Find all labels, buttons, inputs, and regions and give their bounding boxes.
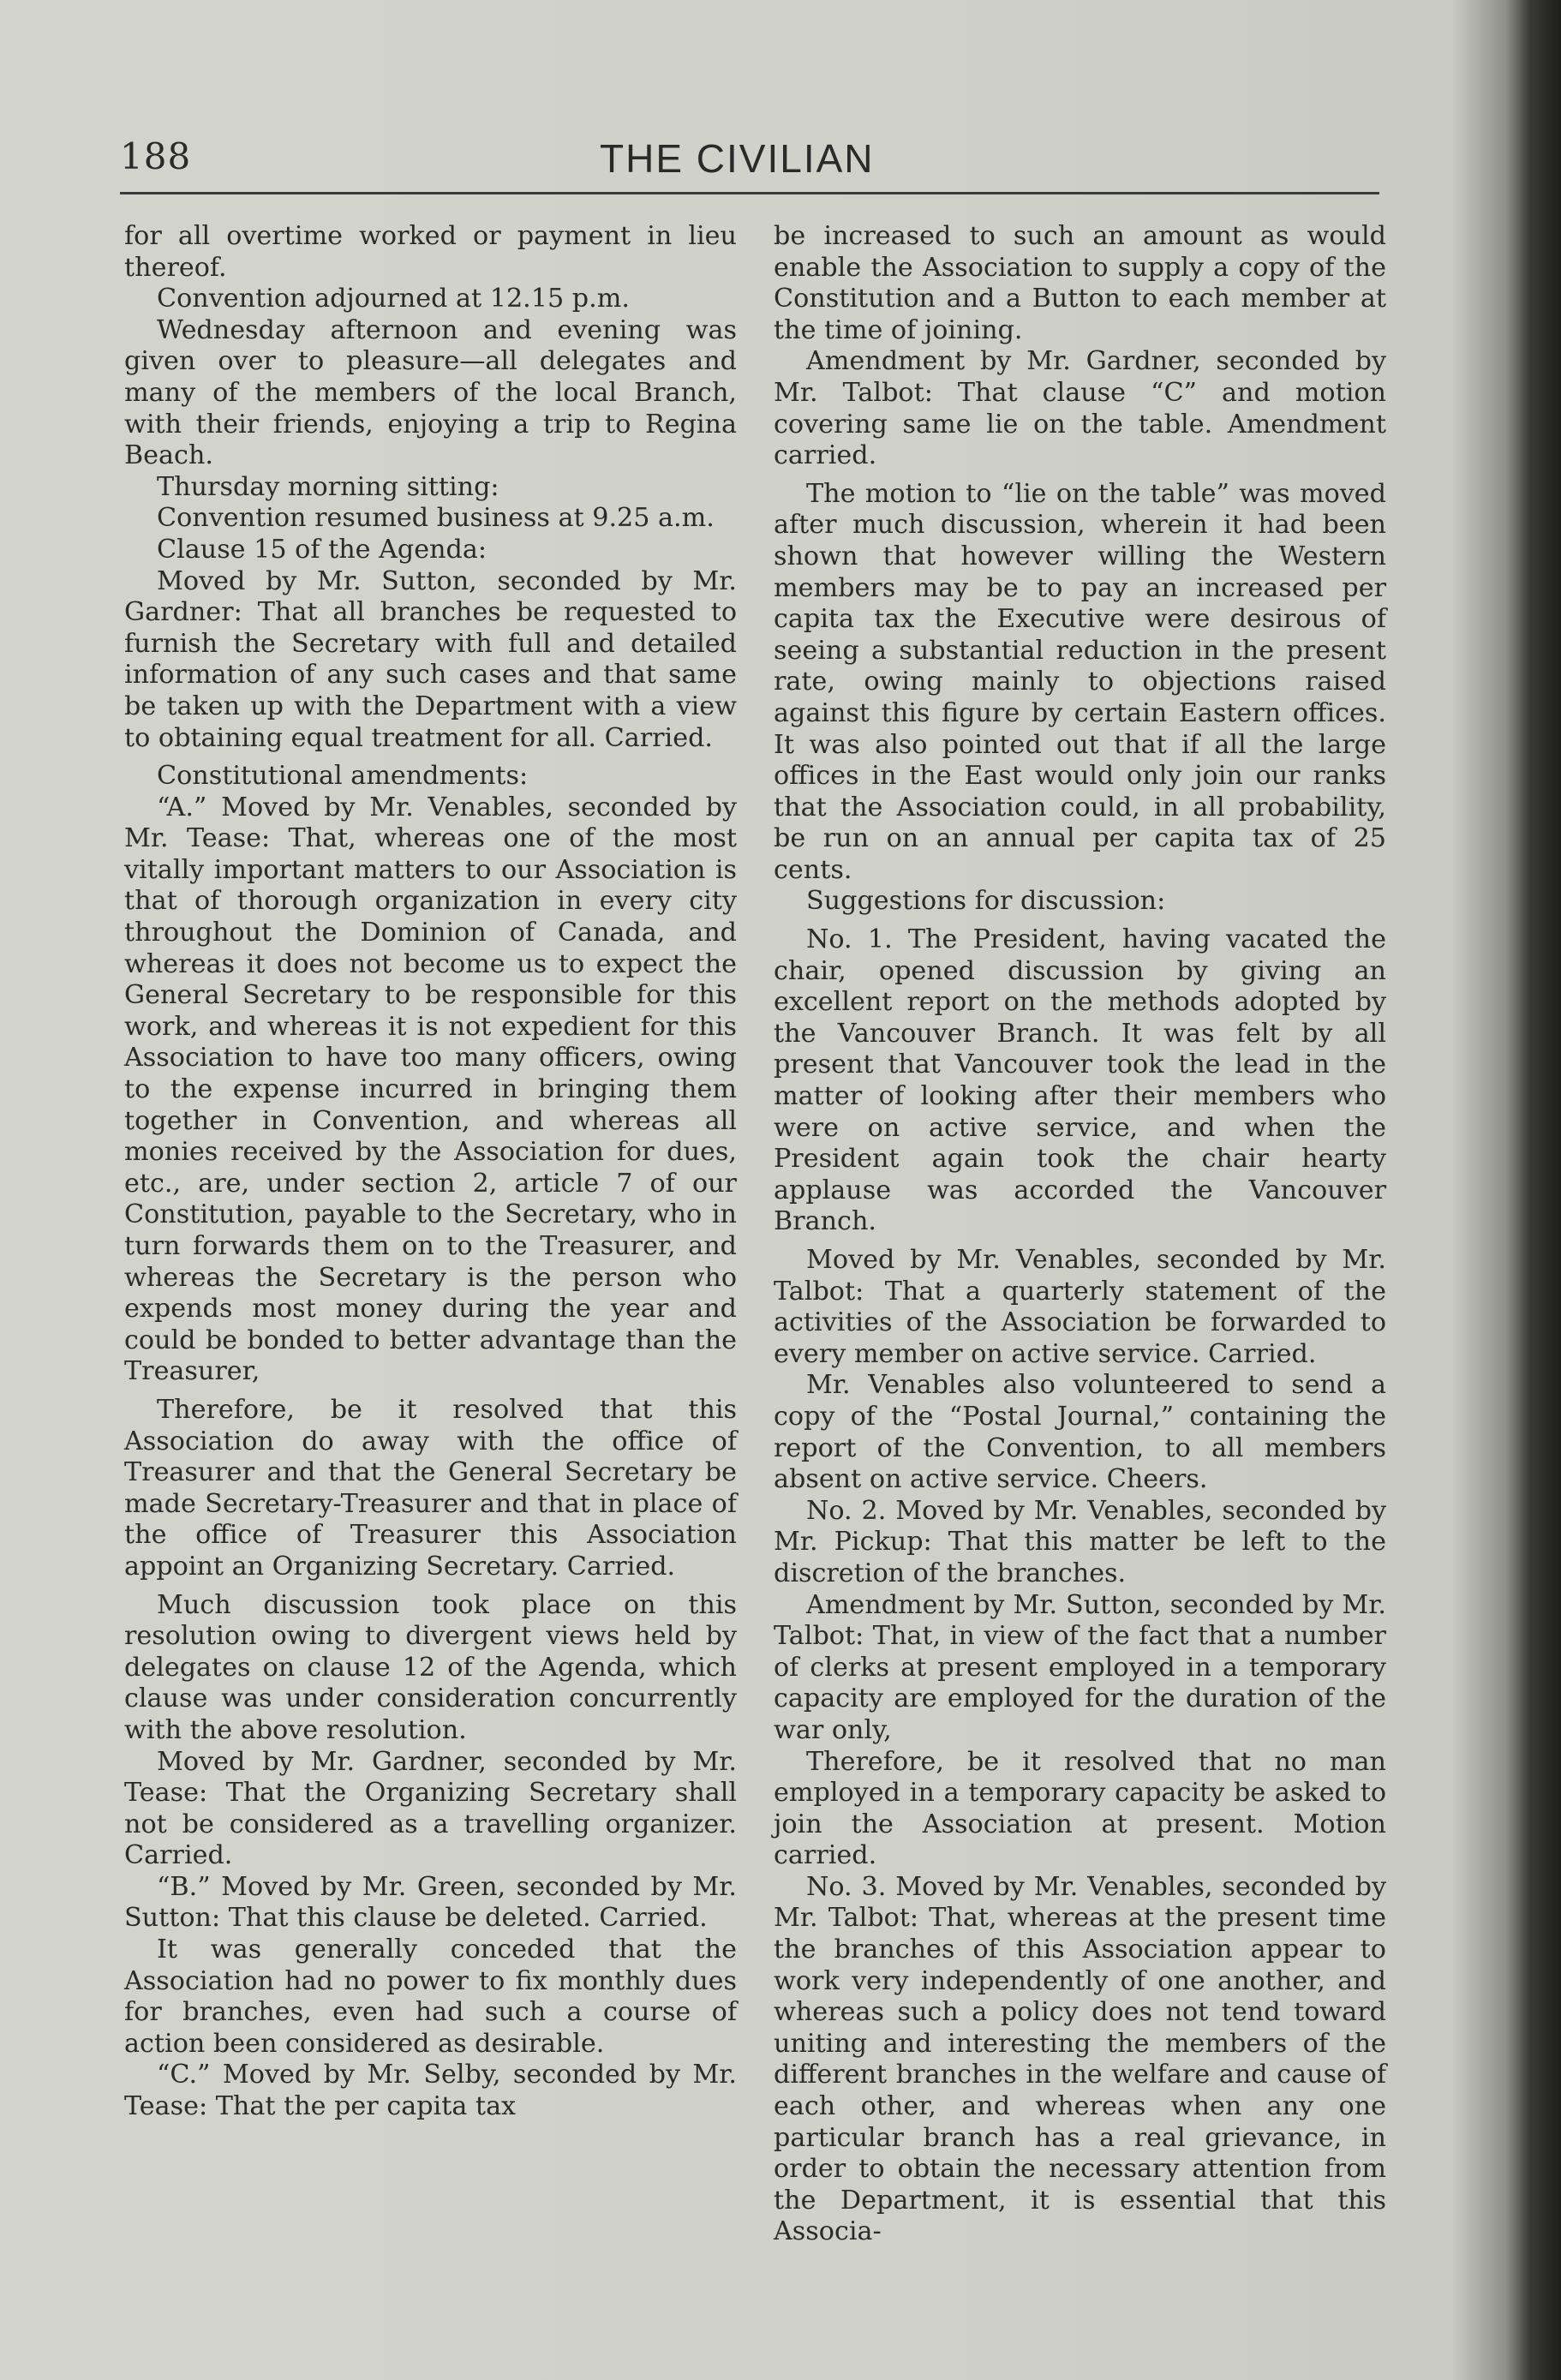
paragraph: Convention adjourned at 12.15 p.m. xyxy=(157,284,630,314)
paragraph: Much discussion took place on this resolution owing to divergent views held by delegates on clause 12 of the Agenda, which clause was under consideration concurrently with the above resolution. xyxy=(124,1589,737,1745)
paragraph: No. 2. Moved by Mr. Venables, seconded by Mr. Pickup: That this matter be left to the discretion of the branches. xyxy=(774,1495,1386,1588)
paragraph: Amendment by Mr. Sutton, seconded by Mr. Talbot: That, in view of the fact that a number of clerks at present employed in a temporary capacity are employed for the duration of the war only, xyxy=(774,1589,1386,1745)
page-number: 188 xyxy=(120,135,192,177)
running-header xyxy=(120,135,1371,187)
paragraph: Thursday morning sitting: xyxy=(157,471,499,502)
paragraph: Constitutional amendments: xyxy=(157,761,529,792)
paragraph: Therefore, be it resolved that this Association do away with the office of Treasurer and that the General Secretary be made Secretary-Treasurer and that in place of the office of Treasurer this Association appoint an Organizing Secretary. Carried. xyxy=(124,1394,737,1582)
paragraph: Moved by Mr. Venables, seconded by Mr. Talbot: That a quarterly statement of the activities of the Association be forwarded to every member on active service. Carried. xyxy=(774,1245,1386,1369)
paragraph: Moved by Mr. Gardner, seconded by Mr. Tease: That the Organizing Secretary shall not be considered as a travelling organizer. Carried. xyxy=(124,1746,737,1871)
left-column xyxy=(124,221,737,2123)
paragraph: “C.” Moved by Mr. Selby, seconded by Mr. Tease: That the per capita tax xyxy=(124,2060,737,2122)
paragraph: The motion to “lie on the table” was moved after much discussion, wherein it had been shown that however willing the Western members may be to pay an increased per capita tax the Executive were desirous of seeing a substantial reduction in the present rate, owing mainly to objections raised against this figure by certain Eastern offices. It was also pointed out that if all the large offices in the East would only join our ranks that the Association could, in all probability, be run on an annual per capita tax of 25 cents. xyxy=(774,478,1386,885)
paragraph: be increased to such an amount as would enable the Association to supply a copy of the Constitution and a Button to each member at the time of joining. xyxy=(774,221,1386,345)
paragraph: Amendment by Mr. Gardner, seconded by Mr. Talbot: That clause “C” and motion covering same lie on the table. Amendment carried. xyxy=(774,346,1386,471)
paragraph: Therefore, be it resolved that no man employed in a temporary capacity be asked to join the Association at present. Motion carried. xyxy=(774,1746,1386,1871)
header-rule xyxy=(120,192,1379,194)
paragraph: Wednesday afternoon and evening was given over to pleasure—all delegates and many of the members of the local Branch, with their friends, enjoying a trip to Regina Beach. xyxy=(124,314,737,471)
paragraph: Clause 15 of the Agenda: xyxy=(157,534,487,565)
paragraph: for all overtime worked or payment in lieu thereof. xyxy=(124,221,737,283)
paragraph: No. 1. The President, having vacated the chair, opened discussion by giving an excellent report on the methods adopted by the Vancouver Branch. It was felt by all present that Vancouver took the lead in the matter of looking after their members who were on active service, and when the President again took the chair hearty applause was accorded the Vancouver Branch. xyxy=(774,924,1386,1237)
paragraph: Mr. Venables also volunteered to send a copy of the “Postal Journal,” containing the report of the Convention, to all members absent on active service. Cheers. xyxy=(774,1370,1386,1495)
paragraph: Moved by Mr. Sutton, seconded by Mr. Gardner: That all branches be requested to furnish the Secretary with full and detailed information of any such cases and that same be taken up with the Department with a view to obtaining equal treatment for all. Carried. xyxy=(124,565,737,753)
paragraph: No. 3. Moved by Mr. Venables, seconded by Mr. Talbot: That, whereas at the present time the branches of this Association appear to work very independently of one another, and whereas such a policy does not tend toward uniting and interesting the members of the different branches in the welfare and cause of each other, and whereas when any one particular branch has a real grievance, in order to obtain the necessary attention from the Department, it is essential that this Associa- xyxy=(774,1871,1386,2247)
right-column xyxy=(774,221,1386,2248)
paragraph: Suggestions for discussion: xyxy=(806,886,1166,917)
paragraph: It was generally conceded that the Association had no power to fix monthly dues for branches, even had such a course of action been considered as desirable. xyxy=(124,1934,737,2059)
paragraph: “B.” Moved by Mr. Green, seconded by Mr. Sutton: That this clause be deleted. Carried. xyxy=(124,1871,737,1934)
paragraph: “A.” Moved by Mr. Venables, seconded by Mr. Tease: That, whereas one of the most vitally important matters to our Association is that of thorough organization in every city throughout the Dominion of Canada, and whereas it does not become us to expect the General Secretary to be responsible for this work, and whereas it is not expedient for this Association to have too many officers, owing to the expense incurred in bringing them together in Convention, and whereas all monies received by the Association for dues, etc., are, under section 2, article 7 of our Constitution, payable to the Secretary, who in turn forwards them on to the Treasurer, and whereas the Secretary is the person who expends most money during the year and could be bonded to better advantage than the Treasurer, xyxy=(124,792,737,1387)
paragraph: Convention resumed business at 9.25 a.m. xyxy=(157,503,715,534)
publication-title: THE CIVILIAN xyxy=(600,136,875,181)
